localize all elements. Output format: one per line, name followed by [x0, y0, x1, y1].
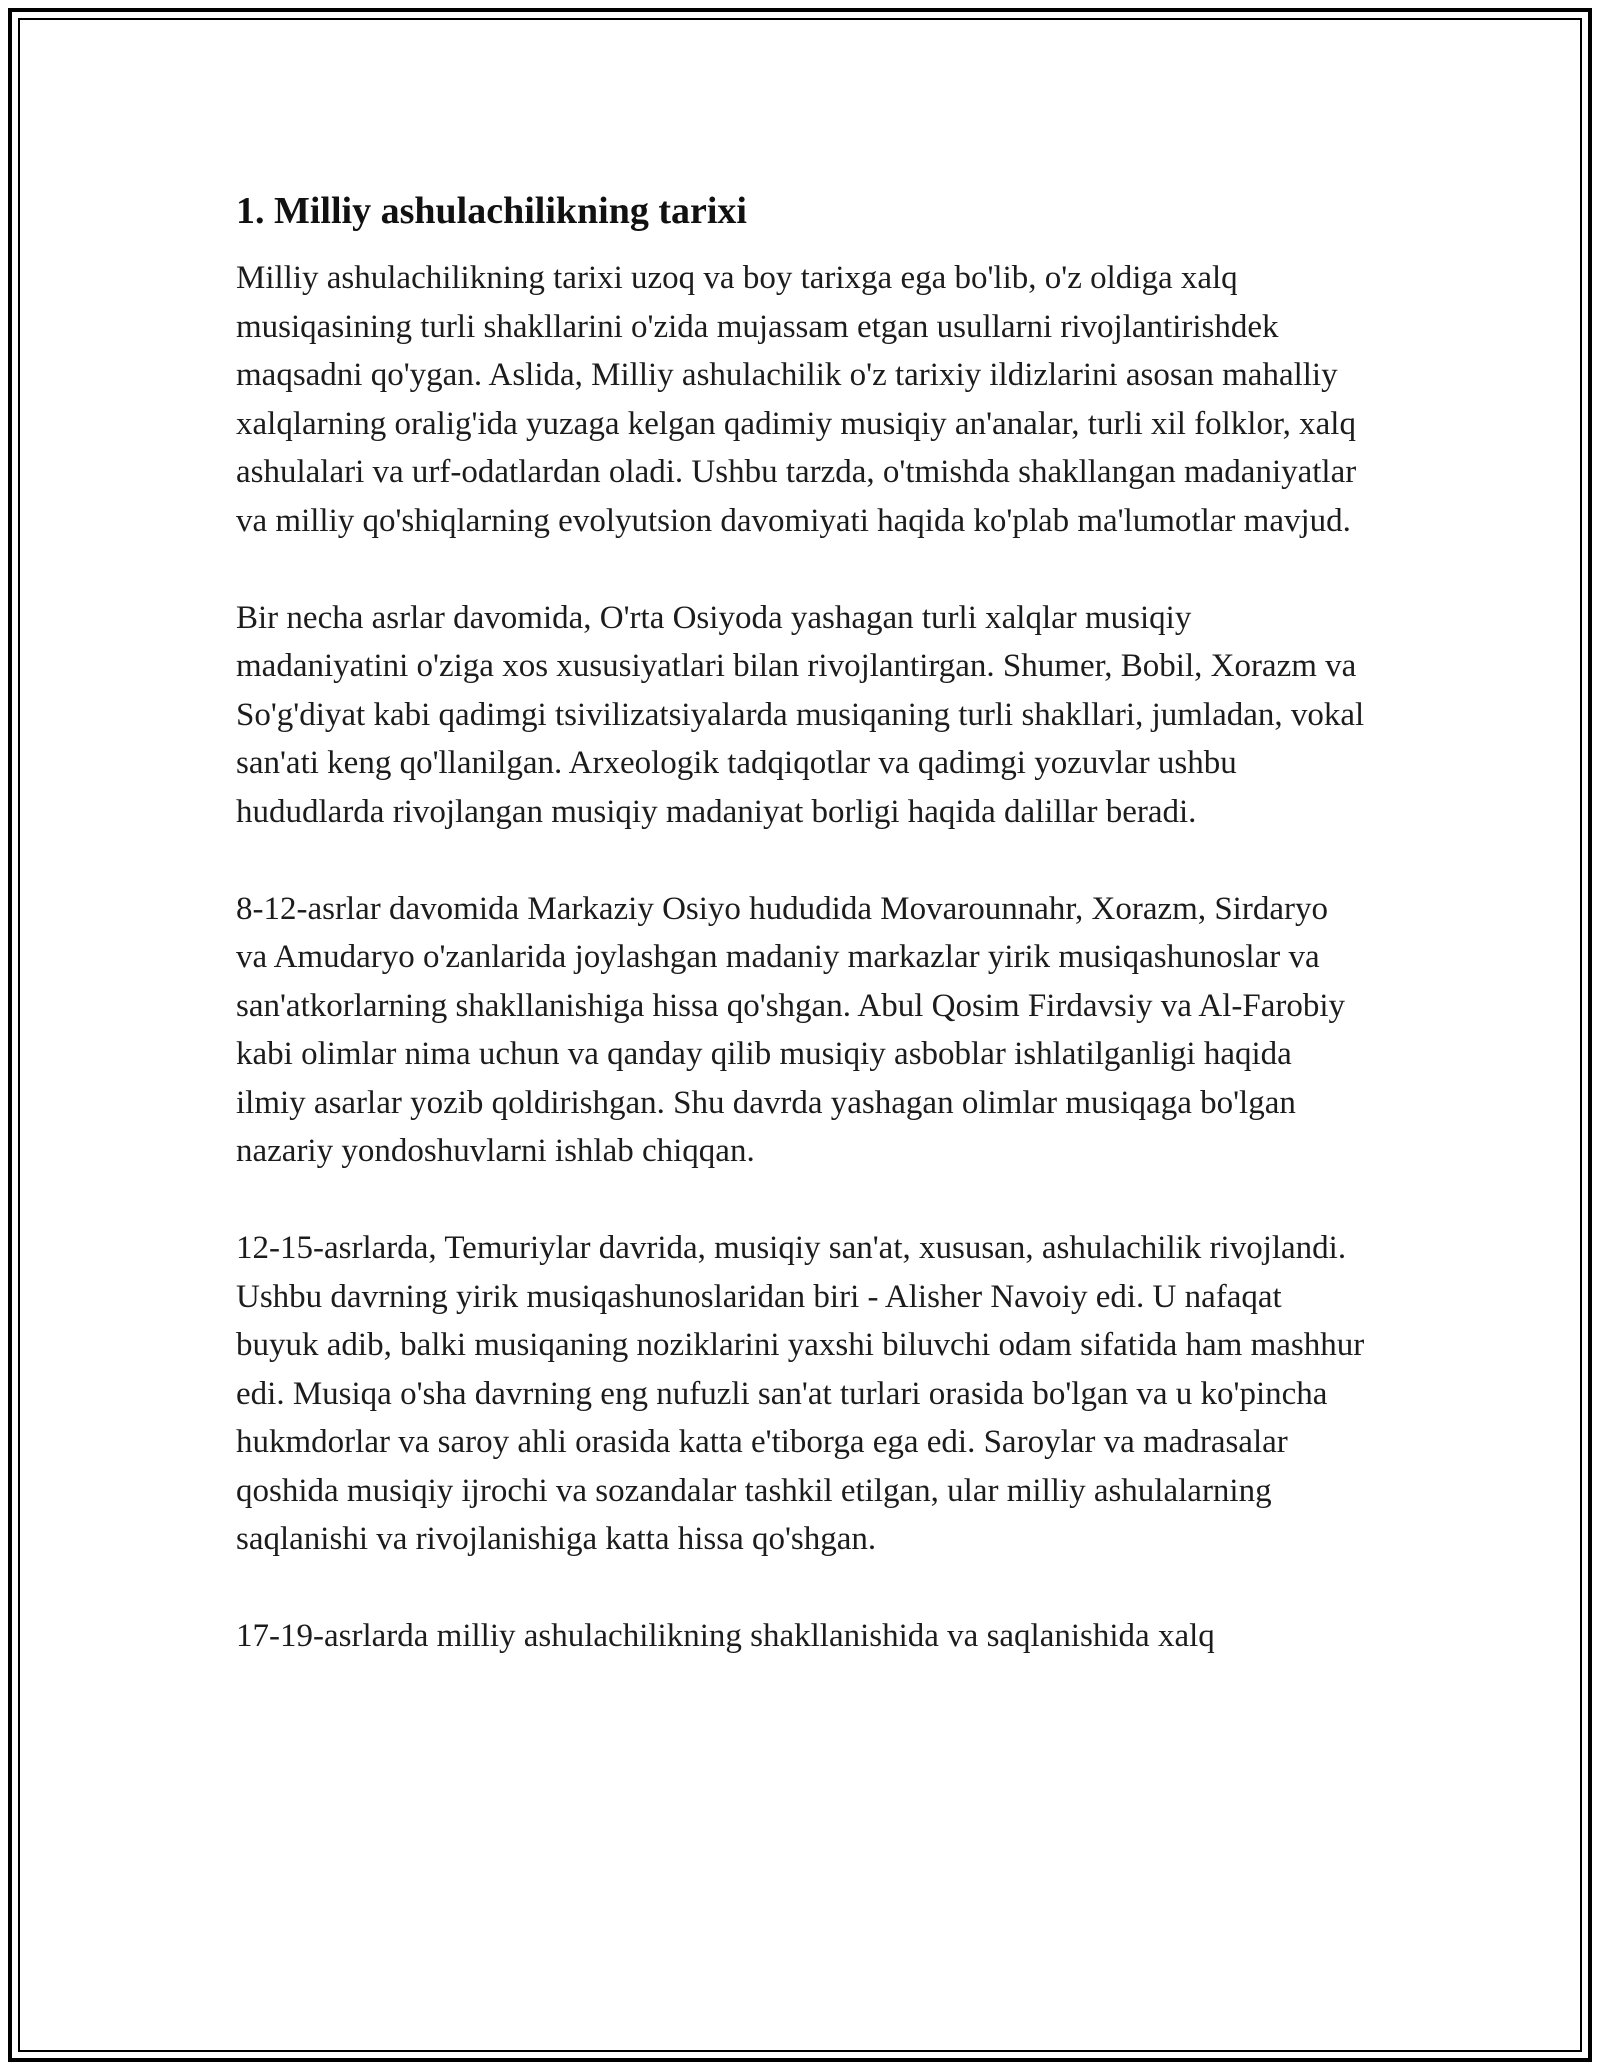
paragraph: 12-15-asrlarda, Temuriylar davrida, musiqiy san'at, xususan, ashulachilik rivojlandi. Ushbu davrning yirik musiqashunoslaridan biri - Alisher Navoiy edi. U nafaqat buyuk adib, balki musiqaning noziklarini yaxshi biluvchi odam sifatida ham mashhur edi. Musiqa o'sha davrning eng nufuzli san'at turlari orasida bo'lgan va u ko'pincha hukmdorlar va saroy ahli orasida katta e'tiborga ega edi. Saroylar va madrasalar qoshida musiqiy ijrochi va sozandalar tashkil etilgan, ular milliy ashulalarning saqlanishi va rivojlanishiga katta hissa qo'shgan.	[236, 1230, 1365, 1557]
document-body	[236, 186, 1366, 1709]
paragraph: Bir necha asrlar davomida, O'rta Osiyoda yashagan turli xalqlar musiqiy madaniyatini o'ziga xos xususiyatlari bilan rivojlantirgan. Shumer, Bobil, Xorazm va So'g'diyat kabi qadimgi tsivilizatsiyalarda musiqaning turli shakllari, jumladan, vokal san'ati keng qo'llanilgan. Arxeologik tadqiqotlar va qadimgi yozuvlar ushbu hududlarda rivojlangan musiqiy madaniyat borligi haqida dalillar beradi.	[236, 599, 1365, 830]
paragraph: Milliy ashulachilikning tarixi uzoq va boy tarixga ega bo'lib, o'z oldiga xalq musiqasining turli shakllarini o'zida mujassam etgan usullarni rivojlantirishdek maqsadni qo'ygan. Aslida, Milliy ashulachilik o'z tarixiy ildizlarini asosan mahalliy xalqlarning oralig'ida yuzaga kelgan qadimiy musiqiy an'analar, turli xil folklor, xalq ashulalari va urf-odatlardan oladi. Ushbu tarzda, o'tmishda shakllangan madaniyatlar va milliy qo'shiqlarning evolyutsion davomiyati haqida ko'plab ma'lumotlar mavjud.	[236, 260, 1357, 539]
paragraph: 8-12-asrlar davomida Markaziy Osiyo hududida Movarounnahr, Xorazm, Sirdaryo va Amudaryo o'zanlarida joylashgan madaniy markazlar yirik musiqashunoslar va san'atkorlarning shakllanishiga hissa qo'shgan. Abul Qosim Firdavsiy va Al-Farobiy kabi olimlar nima uchun va qanday qilib musiqiy asboblar ishlatilganligi haqida ilmiy asarlar yozib qoldirishgan. Shu davrda yashagan olimlar musiqaga bo'lgan nazariy yondoshuvlarni ishlab chiqqan.	[236, 890, 1346, 1169]
paragraph: 17-19-asrlarda milliy ashulachilikning shakllanishida va saqlanishida xalq	[236, 1618, 1215, 1654]
section-heading: 1. Milliy ashulachilikning tarixi	[236, 190, 747, 232]
